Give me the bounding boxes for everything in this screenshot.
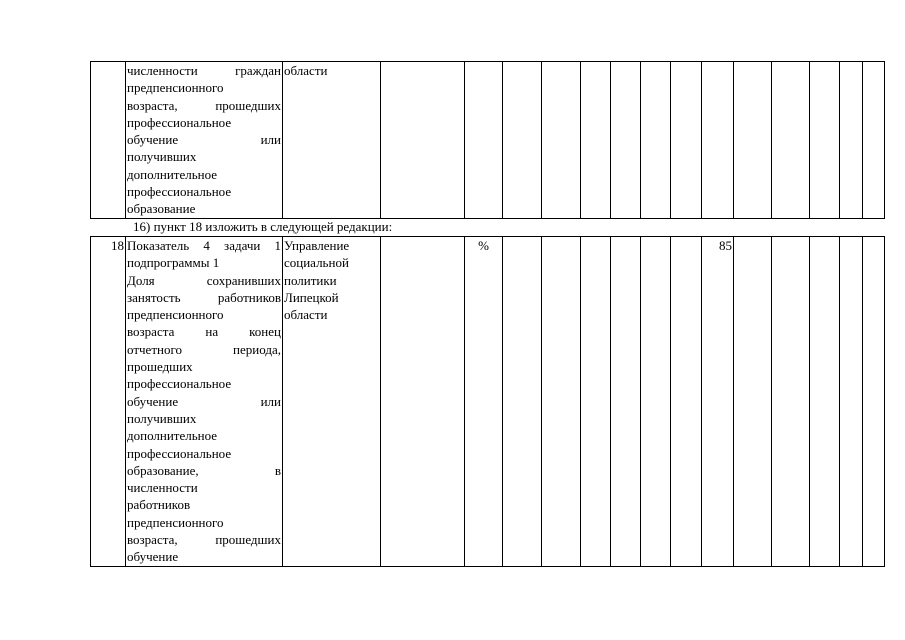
- cell-empty: [381, 237, 465, 567]
- cell-empty: [863, 237, 885, 567]
- text-line: обучение: [127, 549, 179, 565]
- text-line: предпенсионного: [127, 307, 224, 323]
- cell-empty: [840, 62, 863, 219]
- text-line: обучение или: [127, 393, 281, 409]
- table-row: [91, 62, 885, 219]
- text-line: профессиональное: [127, 114, 232, 130]
- cell-indicator: [126, 62, 283, 219]
- cell-empty: [542, 237, 581, 567]
- cell-number: [91, 62, 126, 219]
- text-line: предпенсионного: [127, 80, 224, 96]
- text-line: дополнительное: [127, 428, 218, 444]
- cell-empty: [734, 237, 772, 567]
- text-line: возраста на конец: [127, 324, 281, 340]
- text-line: профессиональное: [127, 376, 232, 392]
- table-previous-row: [90, 61, 885, 219]
- text-line: обучение или: [127, 132, 281, 148]
- text-line: численности граждан: [127, 63, 281, 78]
- text-line: отчетного периода,: [127, 341, 281, 357]
- cell-number: 18: [91, 237, 126, 567]
- text-line: Управление: [284, 238, 350, 253]
- cell-value: 85: [702, 237, 734, 567]
- text-line: возраста, прошедших: [127, 532, 281, 548]
- text-line: предпенсионного: [127, 514, 224, 530]
- amendment-note: 16) пункт 18 изложить в следующей редакции:: [133, 219, 393, 234]
- cell-empty: [611, 237, 641, 567]
- cell-empty: [810, 62, 840, 219]
- text-line: образование, в: [127, 462, 281, 478]
- text-line: численности: [127, 480, 198, 496]
- text-line: занятость работников: [127, 289, 281, 305]
- cell-empty: [772, 237, 810, 567]
- text-line: социальной: [284, 255, 349, 271]
- cell-empty: [840, 237, 863, 567]
- cell-empty: [702, 62, 734, 219]
- cell-empty: [611, 62, 641, 219]
- cell-empty: [810, 237, 840, 567]
- cell-empty: [503, 237, 542, 567]
- table-row-18: [90, 236, 885, 567]
- cell-empty: [581, 237, 611, 567]
- cell-empty: [671, 62, 702, 219]
- text-line: работников: [127, 497, 191, 513]
- cell-department: области: [283, 62, 381, 219]
- table-row: [91, 237, 885, 567]
- cell-empty: [772, 62, 810, 219]
- text-line: возраста, прошедших: [127, 97, 281, 113]
- cell-empty: [734, 62, 772, 219]
- text-line: получивших: [127, 149, 197, 165]
- text-line: Показатель 4 задачи 1: [127, 238, 281, 253]
- cell-empty: [581, 62, 611, 219]
- cell-empty: [641, 237, 671, 567]
- cell-empty: [863, 62, 885, 219]
- text-line: образование: [127, 201, 196, 217]
- cell-empty: [641, 62, 671, 219]
- cell-empty: [381, 62, 465, 219]
- text-line: профессиональное: [127, 184, 232, 200]
- cell-indicator: [126, 237, 283, 567]
- cell-empty: [542, 62, 581, 219]
- cell-empty: [465, 62, 503, 219]
- text-line: подпрограммы 1: [127, 255, 220, 271]
- text-line: дополнительное: [127, 166, 218, 182]
- text-line: получивших: [127, 410, 197, 426]
- cell-empty: [503, 62, 542, 219]
- cell-department: [283, 237, 381, 567]
- text-line: Липецкой: [284, 289, 339, 305]
- text-line: профессиональное: [127, 445, 232, 461]
- text-line: Доля сохранивших: [127, 272, 281, 288]
- text-line: прошедших: [127, 359, 193, 375]
- cell-empty: [671, 237, 702, 567]
- cell-unit: %: [465, 237, 503, 567]
- text-line: политики: [284, 272, 337, 288]
- text-line: области: [284, 307, 328, 323]
